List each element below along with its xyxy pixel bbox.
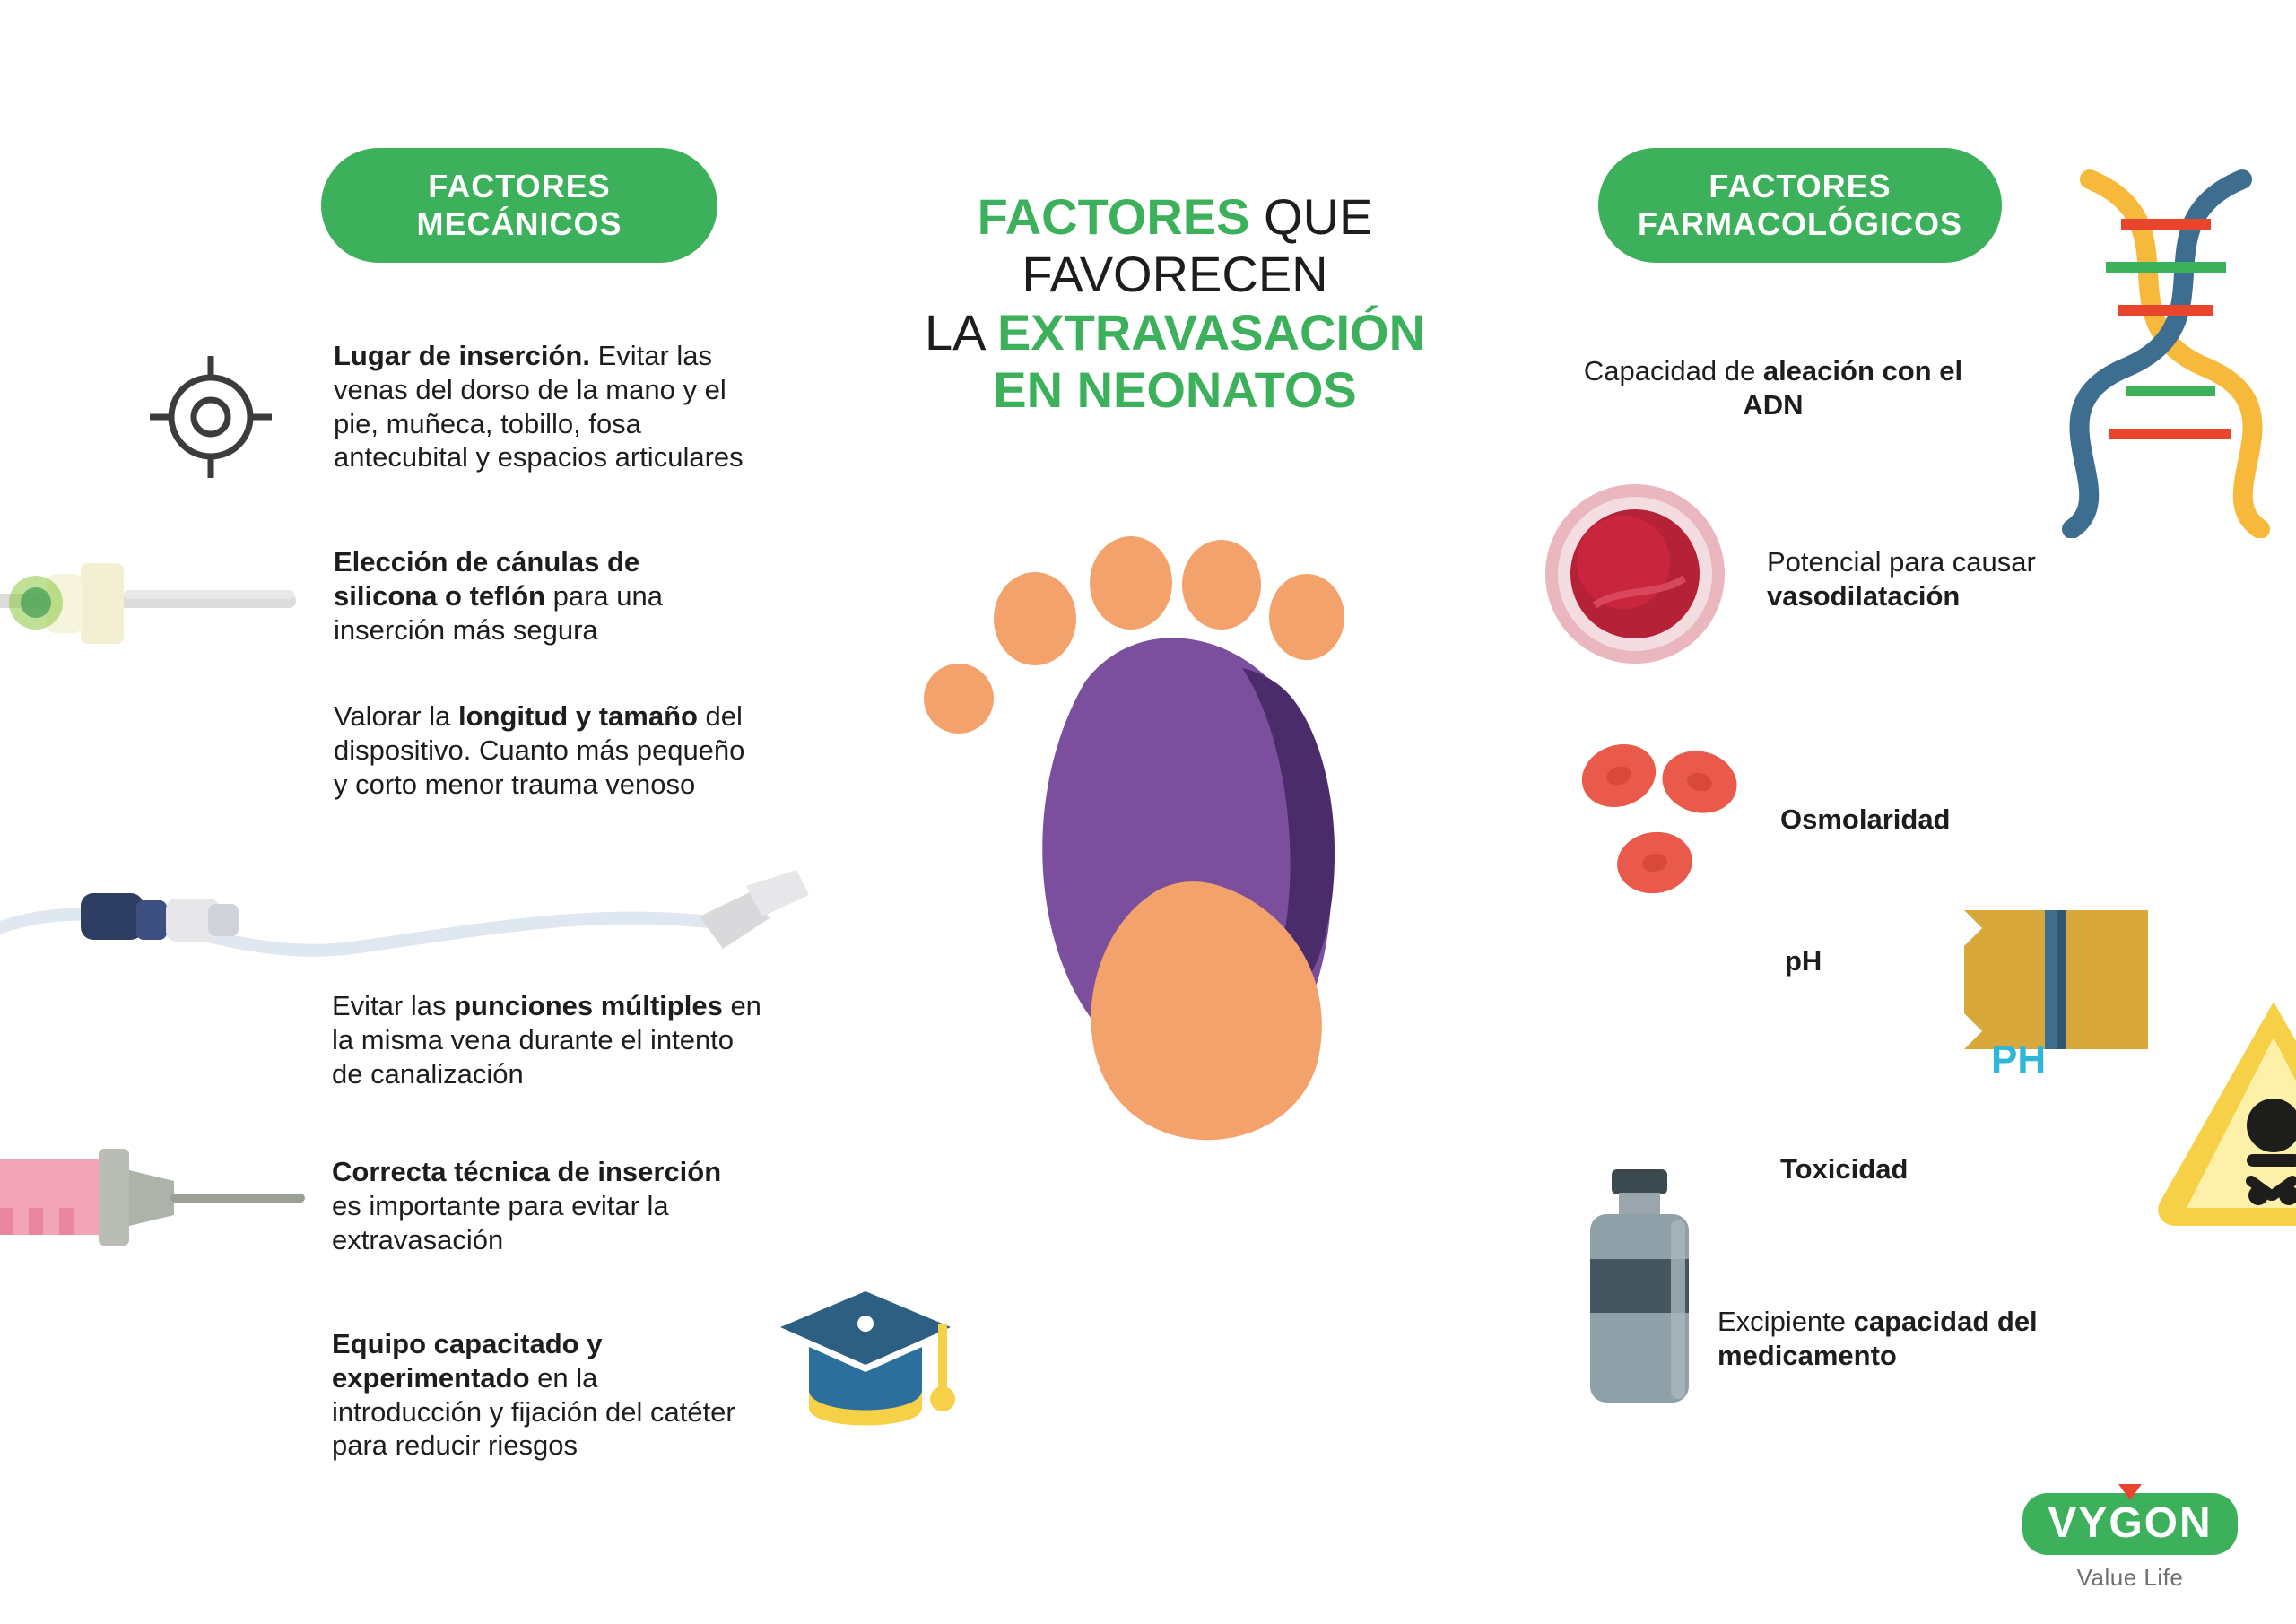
red-blood-cells-icon	[1570, 735, 1749, 915]
text-device-size	[334, 699, 755, 801]
text-insertion-site-body: Evitar las venas del dorso de la mano y el pie, muñeca, tobillo, fosa antecubital y espacios articulares	[334, 340, 744, 473]
text-multiple-punctures-lead: Evitar las	[332, 990, 455, 1021]
text-insertion-technique-body: es importante para evitar la extravasación	[332, 1189, 669, 1255]
text-trained-team-lead: Equipo capacitado y experimentado	[332, 1328, 603, 1394]
text-vasodilation	[1767, 545, 2188, 613]
title-line3-green: EXTRAVASACIÓN	[996, 303, 1426, 360]
pill-pharmacological-factors	[1598, 148, 2002, 263]
catheter-icon	[0, 861, 843, 986]
text-vasodilation-bold: vasodilatación	[1767, 579, 1961, 612]
pill-mechanical-line1: FACTORES	[428, 167, 611, 204]
text-trained-team	[332, 1327, 753, 1463]
pill-mechanical-line2: MECÁNICOS	[416, 205, 622, 242]
title-line1-green: FACTORES	[977, 188, 1250, 245]
text-dna-binding-bold: aleación con el ADN	[1743, 355, 1963, 421]
logo-badge	[2022, 1493, 2238, 1555]
text-excipient-lead: Excipiente	[1718, 1306, 1854, 1337]
toxic-warning-icon	[2152, 991, 2296, 1233]
text-vasodilation-lead: Potencial para causar	[1767, 546, 2036, 578]
text-dna-binding	[1562, 354, 1984, 422]
brand-logo	[2022, 1493, 2238, 1592]
text-multiple-punctures-bold: punciones múltiples	[454, 990, 723, 1021]
logo-brand-text: VYGON	[2048, 1499, 2213, 1547]
title-line1-rest: QUE	[1249, 188, 1373, 245]
vial-icon	[1565, 1166, 1718, 1417]
blood-cell-icon	[1541, 480, 1729, 668]
text-toxicity: Toxicidad	[1780, 1153, 1909, 1185]
title-line4: EN NEONATOS	[993, 361, 1357, 419]
text-device-size-bold: longitud y tamaño	[458, 700, 698, 732]
dna-icon	[2036, 161, 2296, 538]
text-dna-binding-lead: Capacidad de	[1583, 355, 1763, 386]
target-icon	[139, 345, 283, 489]
text-osmolarity: Osmolaridad	[1780, 803, 1951, 835]
text-cannula-choice-lead: Elección de cánulas de silicona o teflón	[334, 546, 640, 612]
syringe-icon	[0, 1125, 305, 1278]
page-title	[897, 188, 1453, 420]
graduation-cap-icon	[762, 1264, 969, 1462]
text-multiple-punctures	[332, 989, 771, 1090]
logo-triangle-icon	[2118, 1484, 2142, 1500]
text-device-size-lead: Valorar la	[334, 700, 458, 732]
baby-foot-icon	[924, 520, 1426, 1148]
text-cannula-choice-body: para una inserción más segura	[334, 579, 663, 646]
title-line3-plain: LA	[924, 303, 997, 360]
text-insertion-technique-lead: Correcta técnica de inserción	[332, 1156, 722, 1187]
pill-pharmacological-line2: FARMACOLÓGICOS	[1638, 205, 1962, 242]
svg-text:PH: PH	[1991, 1038, 2047, 1076]
text-insertion-site	[334, 339, 755, 474]
pill-mechanical-factors	[321, 148, 718, 263]
cannula-icon	[0, 538, 305, 673]
text-device-size-body: del dispositivo. Cuanto más pequeño y corto menor trauma venoso	[334, 700, 745, 800]
text-ph: pH	[1785, 945, 1822, 977]
text-excipient	[1718, 1305, 2130, 1373]
text-excipient-bold: capacidad del medicamento	[1718, 1306, 2038, 1371]
text-insertion-technique	[332, 1155, 753, 1256]
title-line2: FAVORECEN	[1022, 246, 1328, 303]
text-cannula-choice	[334, 545, 746, 647]
logo-tagline: Value Life	[2076, 1564, 2184, 1591]
text-multiple-punctures-body: en la misma vena durante el intento de canalización	[332, 990, 761, 1090]
pill-pharmacological-line1: FACTORES	[1709, 167, 1892, 204]
text-insertion-site-lead: Lugar de inserción.	[334, 340, 590, 371]
text-trained-team-body: en la introducción y fijación del catéter para reducir riesgos	[332, 1361, 735, 1462]
